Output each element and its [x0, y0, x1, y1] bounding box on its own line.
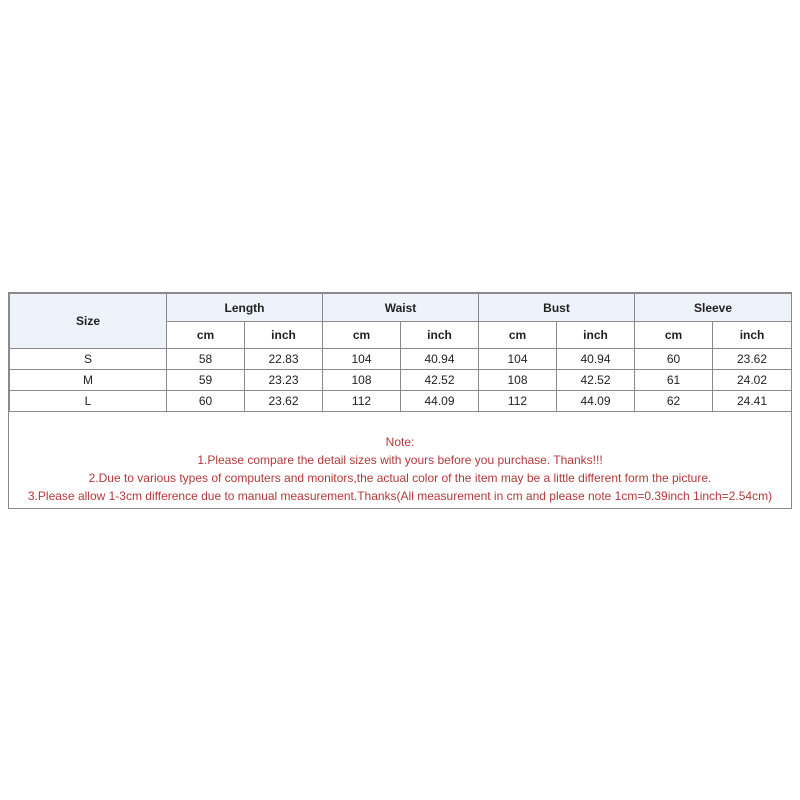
note-line: 1.Please compare the detail sizes with yours before you purchase. Thanks!!! [197, 453, 603, 467]
table-cell: 24.41 [713, 391, 792, 412]
header-sleeve: Sleeve [635, 294, 792, 322]
table-cell: 23.23 [245, 370, 323, 391]
table-cell: 104 [323, 349, 401, 370]
table-cell: 23.62 [245, 391, 323, 412]
table-cell: 22.83 [245, 349, 323, 370]
size-cell: M [10, 370, 167, 391]
note-line: 2.Due to various types of computers and monitors,the actual color of the item may be a little different form the picture. [88, 471, 712, 485]
table-cell: 40.94 [401, 349, 479, 370]
header-length: Length [167, 294, 323, 322]
table-cell: 104 [479, 349, 557, 370]
table-cell: 42.52 [401, 370, 479, 391]
unit-header: cm [323, 322, 401, 349]
table-cell: 112 [479, 391, 557, 412]
size-cell: S [10, 349, 167, 370]
table-row [10, 349, 792, 370]
table-cell: 40.94 [557, 349, 635, 370]
table-row [10, 391, 792, 412]
table-cell: 42.52 [557, 370, 635, 391]
table-cell: 44.09 [557, 391, 635, 412]
table-cell: 108 [323, 370, 401, 391]
size-chart [8, 292, 792, 509]
table-cell: 24.02 [713, 370, 792, 391]
unit-header: inch [401, 322, 479, 349]
table-cell: 60 [635, 349, 713, 370]
table-cell: 60 [167, 391, 245, 412]
size-header: Size [10, 294, 167, 349]
table-cell: 112 [323, 391, 401, 412]
unit-header: cm [479, 322, 557, 349]
unit-header: inch [245, 322, 323, 349]
header-waist: Waist [323, 294, 479, 322]
table-row [10, 370, 792, 391]
unit-header: cm [167, 322, 245, 349]
table-cell: 58 [167, 349, 245, 370]
table-cell: 59 [167, 370, 245, 391]
unit-header: inch [557, 322, 635, 349]
notes-block [9, 433, 791, 505]
table-cell: 61 [635, 370, 713, 391]
note-title: Note: [385, 435, 415, 449]
unit-header: cm [635, 322, 713, 349]
table-cell: 62 [635, 391, 713, 412]
unit-header: inch [713, 322, 792, 349]
table-cell: 108 [479, 370, 557, 391]
size-table [9, 293, 792, 412]
size-cell: L [10, 391, 167, 412]
table-header-row [10, 294, 792, 322]
note-line: 3.Please allow 1-3cm difference due to manual measurement.Thanks(All measurement in cm and please note 1cm=0.39inch 1inch=2.54cm) [27, 489, 773, 503]
table-cell: 23.62 [713, 349, 792, 370]
table-cell: 44.09 [401, 391, 479, 412]
header-bust: Bust [479, 294, 635, 322]
